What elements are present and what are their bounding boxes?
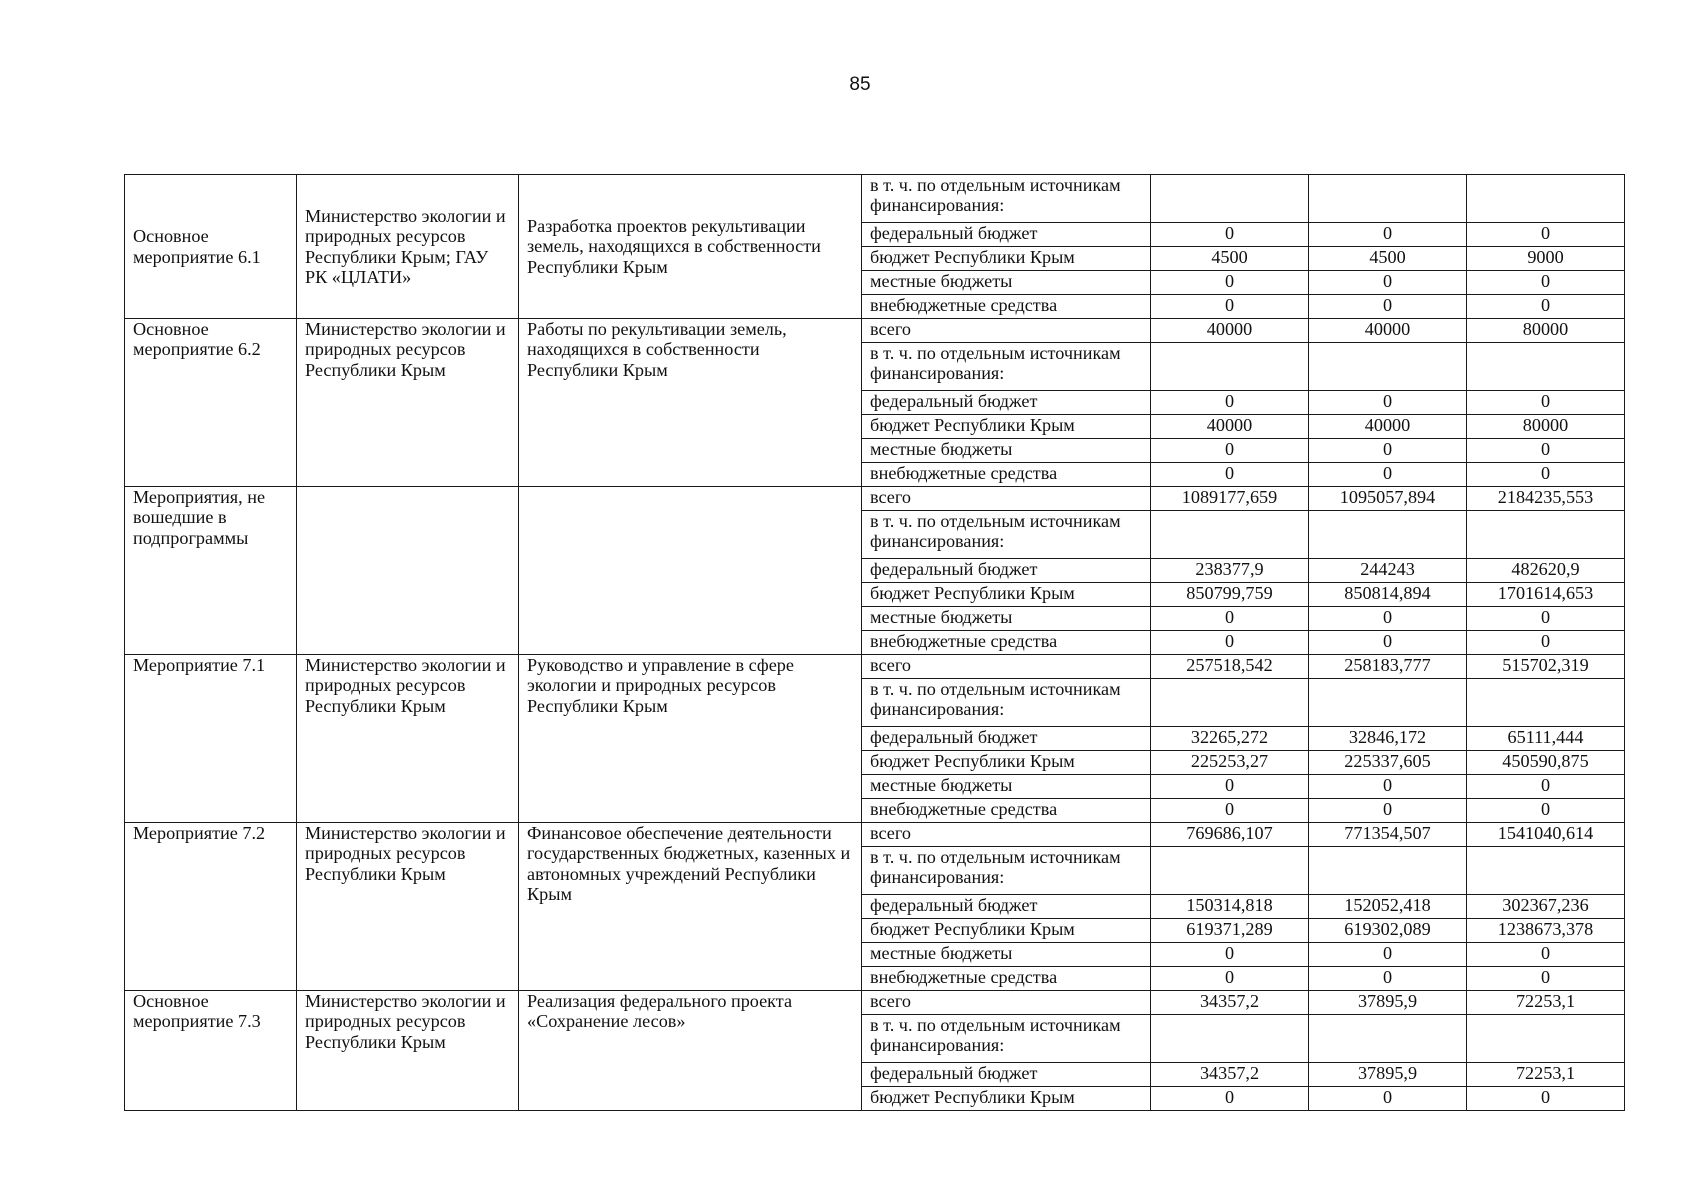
amount-cell [1151,847,1309,895]
amount-cell: 0 [1467,295,1625,319]
table-row [125,991,1625,1015]
amount-cell: 34357,2 [1151,991,1309,1015]
description-cell: Руководство и управление в сфере экологии и природных ресурсов Республики Крым [519,655,862,823]
amount-cell [1467,679,1625,727]
amount-cell: 0 [1151,943,1309,967]
amount-cell: 72253,1 [1467,1063,1625,1087]
amount-cell: 72253,1 [1467,991,1625,1015]
amount-cell: 0 [1151,223,1309,247]
amount-cell: 65111,444 [1467,727,1625,751]
amount-cell: 515702,319 [1467,655,1625,679]
amount-cell: 0 [1309,775,1467,799]
funding-source-label: всего [862,823,1151,847]
amount-cell: 0 [1467,799,1625,823]
activity-name-cell: Основное мероприятие 6.1 [125,175,297,319]
amount-cell: 225337,605 [1309,751,1467,775]
amount-cell: 0 [1309,463,1467,487]
amount-cell [1309,343,1467,391]
amount-cell: 0 [1151,295,1309,319]
amount-cell [1151,1015,1309,1063]
funding-source-label: бюджет Республики Крым [862,1087,1151,1111]
amount-cell: 0 [1151,271,1309,295]
amount-cell [1467,343,1625,391]
amount-cell: 771354,507 [1309,823,1467,847]
amount-cell: 0 [1467,223,1625,247]
amount-cell: 0 [1467,775,1625,799]
amount-cell: 450590,875 [1467,751,1625,775]
amount-cell: 152052,418 [1309,895,1467,919]
table-row [125,823,1625,847]
amount-cell: 0 [1151,463,1309,487]
funding-source-label: федеральный бюджет [862,223,1151,247]
amount-cell [1467,175,1625,223]
financing-table [124,174,1625,1111]
amount-cell: 0 [1467,631,1625,655]
amount-cell: 4500 [1309,247,1467,271]
amount-cell: 225253,27 [1151,751,1309,775]
funding-source-label: внебюджетные средства [862,631,1151,655]
funding-source-label: федеральный бюджет [862,727,1151,751]
executor-cell: Министерство экологии и природных ресурсов Республики Крым; ГАУ РК «ЦЛАТИ» [297,175,519,319]
amount-cell: 32846,172 [1309,727,1467,751]
amount-cell [1309,1015,1467,1063]
amount-cell: 619302,089 [1309,919,1467,943]
funding-source-label: бюджет Республики Крым [862,247,1151,271]
executor-cell: Министерство экологии и природных ресурсов Республики Крым [297,991,519,1111]
amount-cell: 619371,289 [1151,919,1309,943]
funding-source-label: местные бюджеты [862,271,1151,295]
table-row [125,487,1625,511]
amount-cell [1467,1015,1625,1063]
amount-cell: 238377,9 [1151,559,1309,583]
amount-cell: 34357,2 [1151,1063,1309,1087]
amount-cell: 769686,107 [1151,823,1309,847]
amount-cell: 37895,9 [1309,991,1467,1015]
amount-cell: 4500 [1151,247,1309,271]
amount-cell: 80000 [1467,319,1625,343]
amount-cell: 150314,818 [1151,895,1309,919]
amount-cell [1151,175,1309,223]
funding-source-label: внебюджетные средства [862,967,1151,991]
amount-cell: 850814,894 [1309,583,1467,607]
amount-cell [1309,511,1467,559]
amount-cell: 0 [1151,799,1309,823]
description-cell: Работы по рекультивации земель, находящихся в собственности Республики Крым [519,319,862,487]
amount-cell: 0 [1467,439,1625,463]
amount-cell: 0 [1151,439,1309,463]
page-number: 85 [849,74,871,95]
amount-cell: 1089177,659 [1151,487,1309,511]
amount-cell: 482620,9 [1467,559,1625,583]
activity-name-cell: Основное мероприятие 6.2 [125,319,297,487]
amount-cell: 32265,272 [1151,727,1309,751]
amount-cell: 0 [1151,775,1309,799]
amount-cell: 0 [1467,607,1625,631]
amount-cell: 40000 [1151,415,1309,439]
amount-cell: 0 [1467,943,1625,967]
amount-cell [1309,679,1467,727]
description-cell: Реализация федерального проекта «Сохранение лесов» [519,991,862,1111]
executor-cell [297,487,519,655]
amount-cell: 0 [1151,631,1309,655]
amount-cell: 0 [1309,295,1467,319]
funding-source-label: внебюджетные средства [862,295,1151,319]
description-cell: Разработка проектов рекультивации земель, находящихся в собственности Республики Крым [519,175,862,319]
amount-cell: 0 [1309,1087,1467,1111]
amount-cell: 1541040,614 [1467,823,1625,847]
amount-cell: 80000 [1467,415,1625,439]
funding-source-label: всего [862,487,1151,511]
description-cell [519,487,862,655]
amount-cell [1151,679,1309,727]
amount-cell: 0 [1151,607,1309,631]
funding-source-label: бюджет Республики Крым [862,751,1151,775]
amount-cell: 258183,777 [1309,655,1467,679]
amount-cell [1467,847,1625,895]
amount-cell: 2184235,553 [1467,487,1625,511]
amount-cell: 0 [1309,223,1467,247]
funding-source-label: всего [862,319,1151,343]
amount-cell: 302367,236 [1467,895,1625,919]
activity-name-cell: Мероприятие 7.2 [125,823,297,991]
description-cell: Финансовое обеспечение деятельности государственных бюджетных, казенных и автономных учреждений Республики Крым [519,823,862,991]
amount-cell: 0 [1309,967,1467,991]
amount-cell: 0 [1309,943,1467,967]
funding-source-label: местные бюджеты [862,607,1151,631]
amount-cell: 37895,9 [1309,1063,1467,1087]
amount-cell: 40000 [1309,319,1467,343]
amount-cell: 40000 [1309,415,1467,439]
funding-source-label: федеральный бюджет [862,895,1151,919]
amount-cell: 1701614,653 [1467,583,1625,607]
funding-source-label: бюджет Республики Крым [862,919,1151,943]
activity-name-cell: Мероприятие 7.1 [125,655,297,823]
amount-cell: 244243 [1309,559,1467,583]
executor-cell: Министерство экологии и природных ресурсов Республики Крым [297,655,519,823]
funding-source-label: в т. ч. по отдельным источникам финансирования: [862,1015,1151,1063]
amount-cell [1309,175,1467,223]
funding-source-label: федеральный бюджет [862,1063,1151,1087]
funding-source-label: всего [862,991,1151,1015]
amount-cell: 0 [1467,463,1625,487]
funding-source-label: местные бюджеты [862,439,1151,463]
funding-source-label: местные бюджеты [862,775,1151,799]
funding-source-label: в т. ч. по отдельным источникам финансирования: [862,511,1151,559]
executor-cell: Министерство экологии и природных ресурсов Республики Крым [297,823,519,991]
amount-cell: 0 [1151,1087,1309,1111]
funding-source-label: всего [862,655,1151,679]
amount-cell: 0 [1467,967,1625,991]
amount-cell: 0 [1309,439,1467,463]
amount-cell: 0 [1309,799,1467,823]
funding-source-label: внебюджетные средства [862,799,1151,823]
funding-source-label: в т. ч. по отдельным источникам финансирования: [862,679,1151,727]
amount-cell: 0 [1151,391,1309,415]
funding-source-label: в т. ч. по отдельным источникам финансирования: [862,343,1151,391]
funding-source-label: местные бюджеты [862,943,1151,967]
funding-source-label: внебюджетные средства [862,463,1151,487]
amount-cell: 0 [1309,271,1467,295]
table-row [125,175,1625,223]
amount-cell: 257518,542 [1151,655,1309,679]
amount-cell [1151,511,1309,559]
activity-name-cell: Мероприятия, не вошедшие в подпрограммы [125,487,297,655]
amount-cell: 1238673,378 [1467,919,1625,943]
amount-cell: 0 [1309,391,1467,415]
executor-cell: Министерство экологии и природных ресурсов Республики Крым [297,319,519,487]
funding-source-label: федеральный бюджет [862,391,1151,415]
amount-cell [1467,511,1625,559]
amount-cell: 0 [1467,1087,1625,1111]
funding-source-label: бюджет Республики Крым [862,583,1151,607]
funding-source-label: в т. ч. по отдельным источникам финансирования: [862,847,1151,895]
table-row [125,655,1625,679]
table-row [125,319,1625,343]
amount-cell: 0 [1309,607,1467,631]
amount-cell: 40000 [1151,319,1309,343]
amount-cell: 850799,759 [1151,583,1309,607]
amount-cell [1309,847,1467,895]
funding-source-label: в т. ч. по отдельным источникам финансирования: [862,175,1151,223]
funding-source-label: бюджет Республики Крым [862,415,1151,439]
amount-cell [1151,343,1309,391]
amount-cell: 9000 [1467,247,1625,271]
funding-source-label: федеральный бюджет [862,559,1151,583]
amount-cell: 0 [1467,391,1625,415]
amount-cell: 1095057,894 [1309,487,1467,511]
amount-cell: 0 [1151,967,1309,991]
activity-name-cell: Основное мероприятие 7.3 [125,991,297,1111]
amount-cell: 0 [1467,271,1625,295]
amount-cell: 0 [1309,631,1467,655]
